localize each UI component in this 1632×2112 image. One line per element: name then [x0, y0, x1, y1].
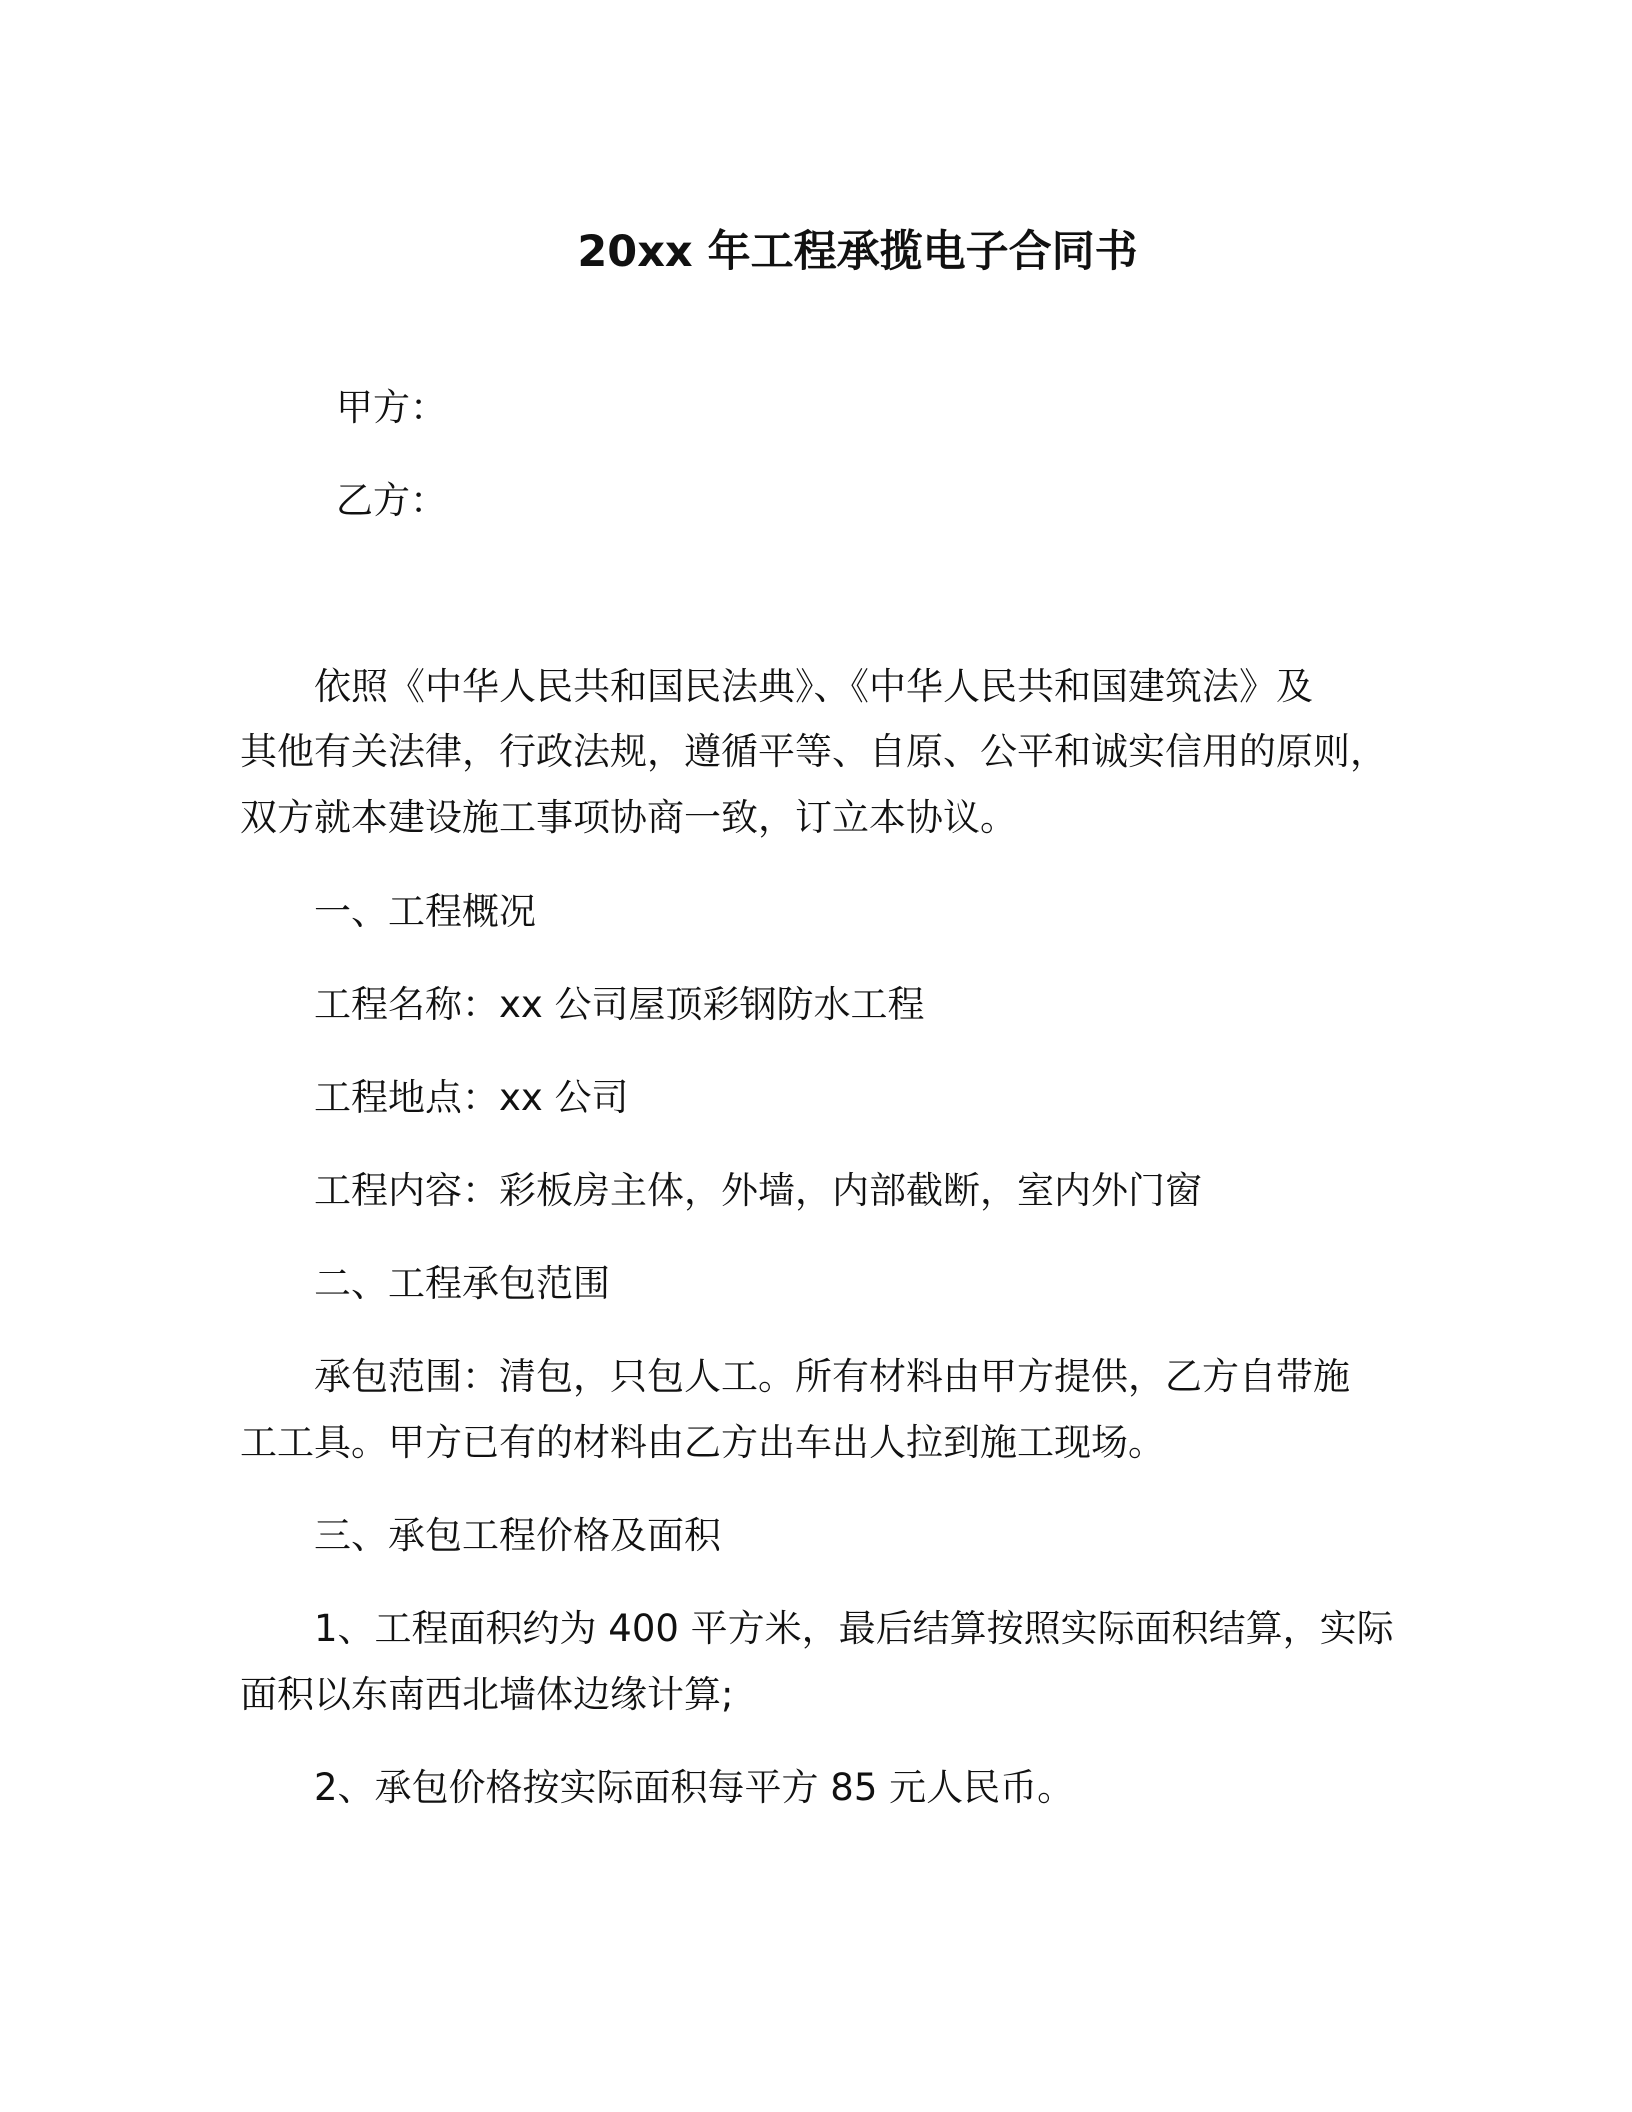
section3-heading: 三、承包工程价格及面积: [314, 1514, 721, 1557]
party-b-label: 乙方：: [336, 479, 447, 522]
project-name: 工程名称：xx 公司屋顶彩钢防水工程: [314, 983, 925, 1026]
preamble-line-2: 其他有关法律，行政法规，遵循平等、自原、公平和诚实信用的原则，: [240, 730, 1387, 773]
document-title: 20xx 年工程承揽电子合同书: [577, 227, 1138, 277]
section1-heading: 一、工程概况: [314, 890, 536, 933]
item1-line-1: 1、工程面积约为 400 平方米，最后结算按照实际面积结算，实际: [314, 1607, 1394, 1650]
item2-line: 2、承包价格按实际面积每平方 85 元人民币。: [314, 1766, 1075, 1809]
section2-heading: 二、工程承包范围: [314, 1262, 610, 1305]
project-content: 工程内容：彩板房主体，外墙，内部截断，室内外门窗: [314, 1169, 1202, 1212]
party-a-label: 甲方：: [336, 386, 447, 429]
scope-line-1: 承包范围：清包，只包人工。所有材料由甲方提供，乙方自带施: [314, 1355, 1350, 1398]
item1-line-2: 面积以东南西北墙体边缘计算;: [240, 1673, 734, 1716]
project-location: 工程地点：xx 公司: [314, 1076, 629, 1119]
preamble-line-3: 双方就本建设施工事项协商一致，订立本协议。: [240, 796, 1017, 839]
preamble-line-1: 依照《中华人民共和国民法典》、《中华人民共和国建筑法》及: [314, 665, 1313, 708]
scope-line-2: 工工具。甲方已有的材料由乙方出车出人拉到施工现场。: [240, 1421, 1165, 1464]
